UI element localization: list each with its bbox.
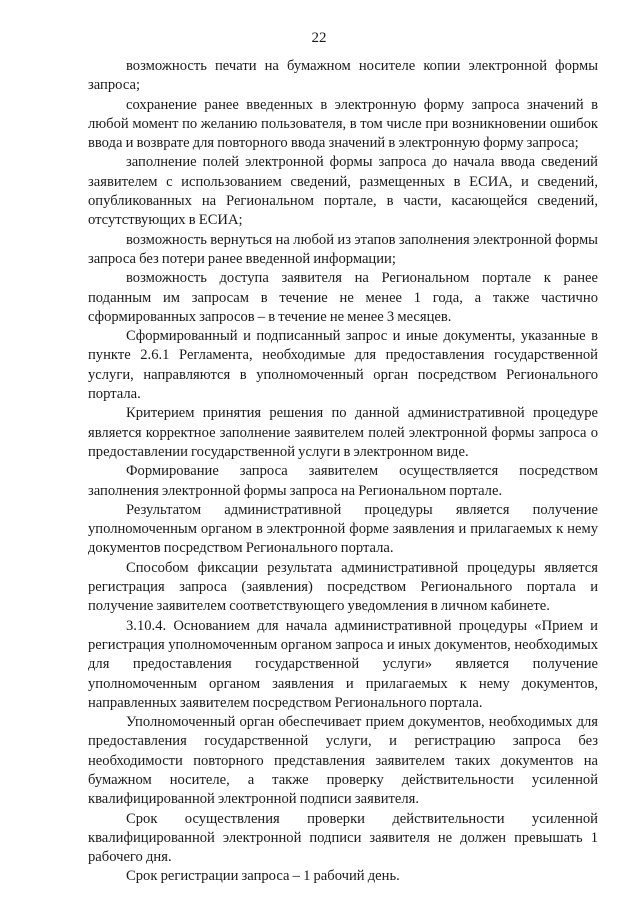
paragraph: Результатом административной процедуры является получение уполномоченным органом в электронной форме заявления и прилагаемых к нему документов посредством Регионального портала. [88, 501, 598, 557]
paragraph: возможность вернуться на любой из этапов заполнения электронной формы запроса без потери ранее введенной информации; [88, 231, 598, 267]
paragraph: Сформированный и подписанный запрос и иные документы, указанные в пункте 2.6.1 Регламента, необходимые для предоставления государственной услуги, направляются в уполномоченный орган посредством Регионального портала. [88, 328, 598, 403]
paragraph: Формирование запроса заявителем осуществляется посредством заполнения электронной формы запроса на Региональном портале. [88, 463, 598, 499]
paragraph: возможность печати на бумажном носителе копии электронной формы запроса; [88, 58, 598, 94]
paragraph: 3.10.4. Основанием для начала административной процедуры «Прием и регистрация уполномоченным органом запроса и иных документов, необходимых для предоставления государственной услуги» является получение уполномоченным органом заявления и прилагаемых к нему документов, направленных заявителем посредством Регионального портала. [88, 617, 598, 711]
paragraph: Критерием принятия решения по данной административной процедуре является корректное заполнение заявителем полей электронной формы запроса о предоставлении государственной услуги в электронном виде. [88, 405, 598, 460]
paragraph: сохранение ранее введенных в электронную форму запроса значений в любой момент по желанию пользователя, в том числе при возникновении ошибок ввода и возврате для повторного ввода значений в электронную форму запроса; [88, 96, 598, 152]
document-body [88, 57, 598, 887]
paragraph: Срок осуществления проверки действительности усиленной квалифицированной электронной подписи заявителя не должен превышать 1 рабочего дня. [88, 810, 598, 866]
paragraph: возможность доступа заявителя на Региональном портале к ранее поданным им запросам в течение не менее 1 года, а также частично сформированных запросов – в течение не менее 3 месяцев. [88, 270, 598, 325]
paragraph: заполнение полей электронной формы запроса до начала ввода сведений заявителем с использованием сведений, размещенных в ЕСИА, и сведений, опубликованных на Региональном портале, в части, касающейся сведений, отсутствующих в ЕСИА; [88, 154, 598, 229]
page-number: 22 [311, 30, 327, 46]
paragraph: Уполномоченный орган обеспечивает прием документов, необходимых для предоставления государственной услуги, и регистрацию запроса без необходимости повторного представления заявителем таких документов на бумажном носителе, а также проверку действительности усиленной квалифицированной электронной подписи заявителя. [88, 714, 598, 808]
paragraph: Способом фиксации результата административной процедуры является регистрация запроса (заявления) посредством Регионального портала и получение заявителем соответствующего уведомления в личном кабинете. [88, 559, 598, 615]
paragraph: Срок регистрации запроса – 1 рабочий день. [126, 868, 400, 885]
